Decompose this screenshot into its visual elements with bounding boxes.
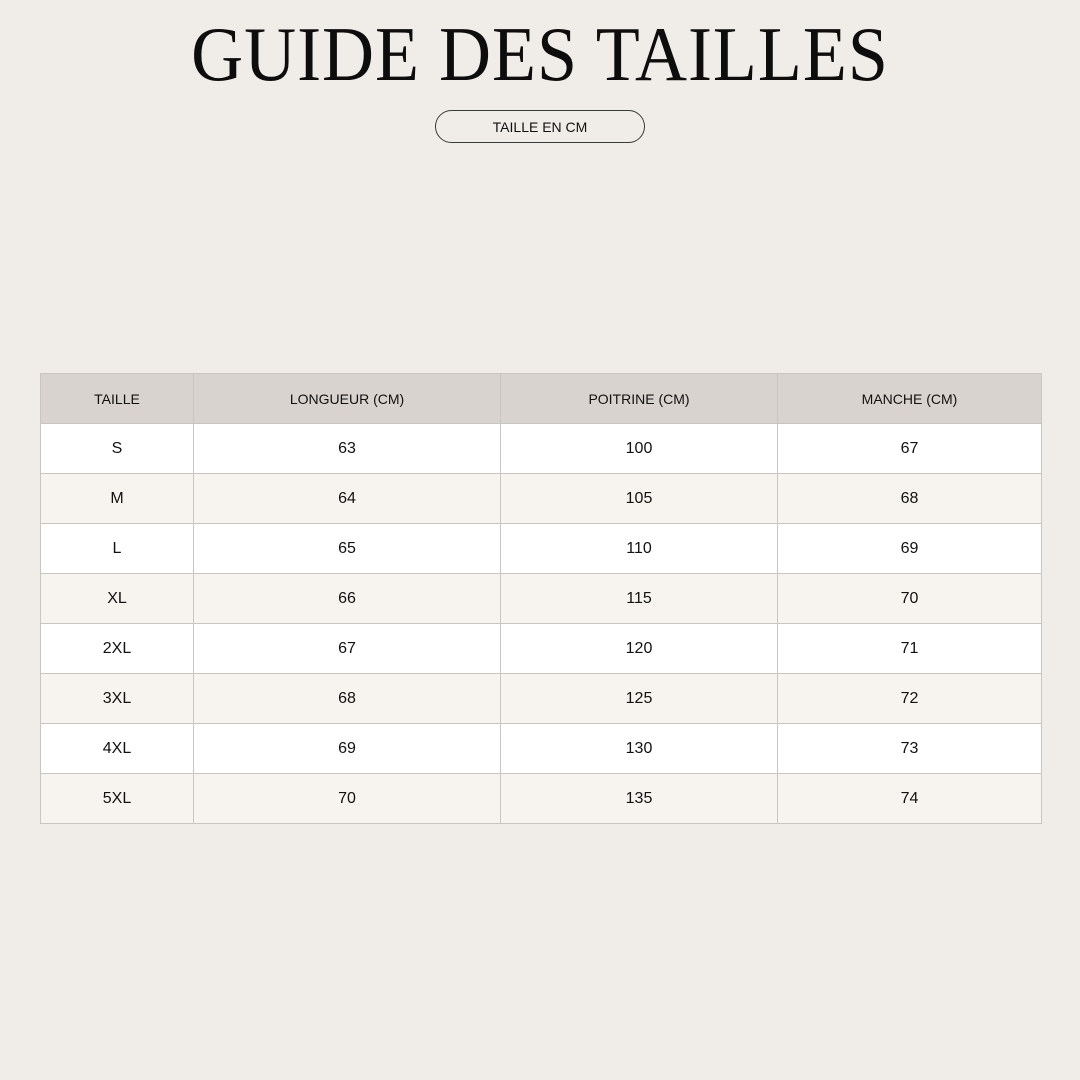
table-row: [41, 574, 1042, 624]
cell-sleeve: 73: [778, 724, 1042, 774]
cell-sleeve: 74: [778, 774, 1042, 824]
cell-sleeve: 67: [778, 424, 1042, 474]
cell-length: 65: [194, 524, 501, 574]
column-header-longueur: LONGUEUR (CM): [194, 374, 501, 424]
table-row: [41, 674, 1042, 724]
cell-size: L: [41, 524, 194, 574]
cell-size: 4XL: [41, 724, 194, 774]
cell-chest: 120: [501, 624, 778, 674]
cell-chest: 110: [501, 524, 778, 574]
table-row: [41, 424, 1042, 474]
table-row: [41, 524, 1042, 574]
column-header-taille: TAILLE: [41, 374, 194, 424]
cell-length: 67: [194, 624, 501, 674]
cell-size: XL: [41, 574, 194, 624]
cell-length: 69: [194, 724, 501, 774]
column-header-poitrine: POITRINE (CM): [501, 374, 778, 424]
cell-sleeve: 71: [778, 624, 1042, 674]
size-chart-table: [40, 373, 1042, 824]
column-header-manche: MANCHE (CM): [778, 374, 1042, 424]
cell-length: 63: [194, 424, 501, 474]
cell-length: 68: [194, 674, 501, 724]
cell-size: 3XL: [41, 674, 194, 724]
table-header-row: [41, 374, 1042, 424]
cell-size: 2XL: [41, 624, 194, 674]
cell-size: 5XL: [41, 774, 194, 824]
unit-badge: TAILLE EN CM: [435, 110, 645, 143]
cell-length: 64: [194, 474, 501, 524]
page-title: GUIDE DES TAILLES: [191, 10, 889, 98]
cell-chest: 135: [501, 774, 778, 824]
cell-length: 66: [194, 574, 501, 624]
cell-chest: 105: [501, 474, 778, 524]
cell-chest: 125: [501, 674, 778, 724]
table-row: [41, 724, 1042, 774]
cell-sleeve: 68: [778, 474, 1042, 524]
cell-sleeve: 69: [778, 524, 1042, 574]
table-row: [41, 474, 1042, 524]
cell-chest: 130: [501, 724, 778, 774]
table-row: [41, 774, 1042, 824]
cell-chest: 115: [501, 574, 778, 624]
cell-chest: 100: [501, 424, 778, 474]
cell-sleeve: 70: [778, 574, 1042, 624]
cell-size: S: [41, 424, 194, 474]
cell-sleeve: 72: [778, 674, 1042, 724]
cell-size: M: [41, 474, 194, 524]
cell-length: 70: [194, 774, 501, 824]
table-row: [41, 624, 1042, 674]
